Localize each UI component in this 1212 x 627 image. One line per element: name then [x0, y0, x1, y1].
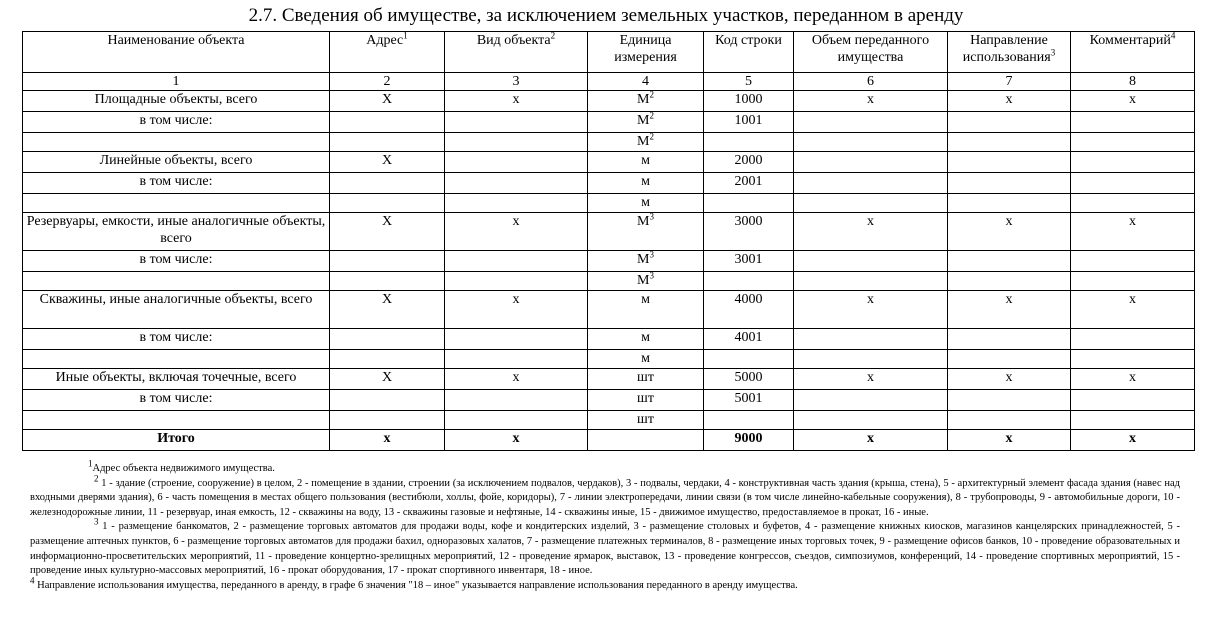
object-name-cell: Резервуары, емкости, иные аналогичные объекты, всего	[23, 213, 330, 251]
line-code-cell: 4000	[704, 291, 794, 329]
direction-cell	[948, 133, 1071, 152]
line-code-cell: 3000	[704, 213, 794, 251]
address-cell	[330, 194, 445, 213]
direction-cell	[948, 390, 1071, 411]
unit-cell: м	[588, 291, 704, 329]
address-cell	[330, 350, 445, 369]
column-number: 7	[948, 73, 1071, 91]
volume-cell	[794, 194, 948, 213]
direction-cell	[948, 112, 1071, 133]
comment-cell	[1071, 329, 1195, 350]
comment-cell	[1071, 350, 1195, 369]
column-number: 3	[445, 73, 588, 91]
comment-cell: x	[1071, 430, 1195, 451]
address-cell	[330, 411, 445, 430]
comment-cell	[1071, 390, 1195, 411]
table-row	[23, 91, 1195, 112]
table-row	[23, 291, 1195, 329]
line-code-cell: 1001	[704, 112, 794, 133]
object-name-cell: в том числе:	[23, 112, 330, 133]
object-type-cell	[445, 390, 588, 411]
table-row	[23, 390, 1195, 411]
object-type-cell	[445, 112, 588, 133]
comment-cell	[1071, 173, 1195, 194]
header-cell: Вид объекта$^2$	[445, 32, 588, 73]
object-name-cell	[23, 411, 330, 430]
table-row	[23, 272, 1195, 291]
table-row	[23, 173, 1195, 194]
unit-cell: шт	[588, 369, 704, 390]
address-cell: X	[330, 91, 445, 112]
column-number: 2	[330, 73, 445, 91]
header-cell: Единица измерения	[588, 32, 704, 73]
property-table	[22, 31, 1195, 451]
object-name-cell: Итого	[23, 430, 330, 451]
volume-cell	[794, 390, 948, 411]
comment-cell	[1071, 272, 1195, 291]
column-number: 1	[23, 73, 330, 91]
table-row	[23, 430, 1195, 451]
direction-cell: x	[948, 213, 1071, 251]
object-type-cell: x	[445, 91, 588, 112]
comment-cell	[1071, 251, 1195, 272]
comment-cell: x	[1071, 91, 1195, 112]
object-name-cell: Линейные объекты, всего	[23, 152, 330, 173]
line-code-cell: 9000	[704, 430, 794, 451]
unit-cell: $М^3$	[588, 213, 704, 251]
volume-cell	[794, 251, 948, 272]
table-row	[23, 350, 1195, 369]
comment-cell	[1071, 152, 1195, 173]
table-row	[23, 251, 1195, 272]
footnote: $^2$ 1 - здание (строение, сооружение) в целом, 2 - помещение в здании, строении (за исключением подвалов, чердаков), 3 - подвалы, чердаки, 4 - конструктивная часть здания (крыша, стена), 5 - архитектурный элемент фасада здания (навес над входными дверями здания), 6 - часть помещения в местах общего пользования (вестибюли, холлы, фойе, коридоры), 7 - линии электропередачи, линии связи (в том числе линейно-кабельные сооружения), 8 - трубопроводы, 9 - автомобильные дороги, 10 - железнодорожные линии, 11 - резервуар, иная емкость, 12 - скважины на воду, 13 - скважины газовые и нефтяные, 14 - скважины иные, 15 - движимое имущество, предоставляемое в прокат, 16 - иные.	[30, 473, 1181, 518]
address-cell	[330, 173, 445, 194]
volume-cell	[794, 350, 948, 369]
object-type-cell: x	[445, 430, 588, 451]
volume-cell: x	[794, 213, 948, 251]
footnote: $^4$ Направление использования имущества, переданного в аренду, в графе 6 значения "18 – иное" указывается направление использования переданного в аренду имущества.	[30, 575, 798, 591]
unit-cell: $М^3$	[588, 251, 704, 272]
comment-cell	[1071, 411, 1195, 430]
comment-cell: x	[1071, 213, 1195, 251]
comment-cell: x	[1071, 291, 1195, 329]
table-row	[23, 152, 1195, 173]
address-cell: X	[330, 369, 445, 390]
table-row	[23, 133, 1195, 152]
object-name-cell	[23, 350, 330, 369]
address-cell	[330, 390, 445, 411]
object-name-cell: Скважины, иные аналогичные объекты, всего	[23, 291, 330, 329]
object-type-cell: x	[445, 213, 588, 251]
unit-cell: шт	[588, 390, 704, 411]
volume-cell: x	[794, 291, 948, 329]
address-cell	[330, 272, 445, 291]
column-number-row	[23, 73, 1195, 91]
unit-cell: $М^2$	[588, 133, 704, 152]
object-type-cell	[445, 251, 588, 272]
line-code-cell	[704, 133, 794, 152]
object-type-cell	[445, 350, 588, 369]
address-cell	[330, 133, 445, 152]
object-type-cell	[445, 173, 588, 194]
object-type-cell: x	[445, 369, 588, 390]
page-title: 2.7. Сведения об имуществе, за исключением земельных участков, переданном в аренду	[248, 5, 964, 26]
direction-cell	[948, 329, 1071, 350]
header-cell: Адрес$^1$	[330, 32, 445, 73]
comment-cell	[1071, 194, 1195, 213]
unit-cell: м	[588, 350, 704, 369]
unit-cell: м	[588, 329, 704, 350]
table-row	[23, 369, 1195, 390]
header-cell: Направление использования$^3$	[948, 32, 1071, 73]
header-cell: Объем переданного имущества	[794, 32, 948, 73]
table-row	[23, 329, 1195, 350]
unit-cell: $М^2$	[588, 91, 704, 112]
line-code-cell	[704, 411, 794, 430]
table-row	[23, 213, 1195, 251]
table-row	[23, 112, 1195, 133]
object-name-cell: в том числе:	[23, 251, 330, 272]
direction-cell	[948, 350, 1071, 369]
object-type-cell	[445, 329, 588, 350]
object-name-cell: Площадные объекты, всего	[23, 91, 330, 112]
volume-cell: x	[794, 369, 948, 390]
column-number: 5	[704, 73, 794, 91]
column-number: 4	[588, 73, 704, 91]
line-code-cell	[704, 194, 794, 213]
comment-cell	[1071, 112, 1195, 133]
table-row	[23, 411, 1195, 430]
address-cell: X	[330, 152, 445, 173]
line-code-cell: 1000	[704, 91, 794, 112]
header-row	[23, 32, 1195, 73]
direction-cell: x	[948, 91, 1071, 112]
object-name-cell	[23, 133, 330, 152]
object-name-cell: Иные объекты, включая точечные, всего	[23, 369, 330, 390]
line-code-cell: 5000	[704, 369, 794, 390]
volume-cell	[794, 112, 948, 133]
address-cell	[330, 329, 445, 350]
header-cell: Наименование объекта	[23, 32, 330, 73]
footnote: $^1$Адрес объекта недвижимого имущества.	[88, 458, 275, 474]
direction-cell	[948, 173, 1071, 194]
object-name-cell: в том числе:	[23, 390, 330, 411]
unit-cell: м	[588, 194, 704, 213]
direction-cell	[948, 411, 1071, 430]
direction-cell: x	[948, 291, 1071, 329]
object-type-cell	[445, 411, 588, 430]
column-number: 8	[1071, 73, 1195, 91]
object-type-cell	[445, 133, 588, 152]
volume-cell	[794, 173, 948, 194]
object-type-cell	[445, 194, 588, 213]
volume-cell	[794, 133, 948, 152]
volume-cell	[794, 152, 948, 173]
line-code-cell: 5001	[704, 390, 794, 411]
volume-cell	[794, 272, 948, 291]
unit-cell: $М^3$	[588, 272, 704, 291]
address-cell: X	[330, 291, 445, 329]
header-cell: Код строки	[704, 32, 794, 73]
line-code-cell: 2000	[704, 152, 794, 173]
object-name-cell: в том числе:	[23, 173, 330, 194]
direction-cell	[948, 194, 1071, 213]
unit-cell: м	[588, 152, 704, 173]
direction-cell: x	[948, 430, 1071, 451]
table-row	[23, 194, 1195, 213]
object-name-cell	[23, 194, 330, 213]
footnote: $^3$ 1 - размещение банкоматов, 2 - размещение торговых автоматов для продажи воды, кофе и кондитерских изделий, 3 - размещение столовых и буфетов, 4 - размещение книжных киосков, магазинов канцелярских принадлежностей, 5 - размещение аптечных пунктов, 6 - размещение торговых автоматов для продажи бахил, одноразовых халатов, 7 - размещение платежных терминалов, 8 - размещение иных торговых точек, 9 - размещение офисов банков, 10 - проведение образовательных и информационно-просветительских мероприятий, 11 - проведение концертно-зрелищных мероприятий, 12 - проведение ярмарок, выставок, 13 - проведение конгрессов, съездов, симпозиумов, конференций, 14 - проведение спортивных мероприятий, 15 - проведение иных культурно-массовых мероприятий, 16 - прокат оборудования, 17 - прокат спортивного инвентаря, 18 - иное.	[30, 516, 1180, 577]
unit-cell: м	[588, 173, 704, 194]
line-code-cell: 2001	[704, 173, 794, 194]
unit-cell: шт	[588, 411, 704, 430]
volume-cell: x	[794, 430, 948, 451]
line-code-cell: 3001	[704, 251, 794, 272]
object-type-cell: x	[445, 291, 588, 329]
line-code-cell	[704, 350, 794, 369]
footnotes	[30, 458, 1181, 593]
direction-cell	[948, 152, 1071, 173]
direction-cell: x	[948, 369, 1071, 390]
object-type-cell	[445, 272, 588, 291]
direction-cell	[948, 272, 1071, 291]
volume-cell	[794, 329, 948, 350]
comment-cell: x	[1071, 369, 1195, 390]
address-cell	[330, 112, 445, 133]
object-name-cell	[23, 272, 330, 291]
direction-cell	[948, 251, 1071, 272]
address-cell	[330, 251, 445, 272]
volume-cell: x	[794, 91, 948, 112]
header-cell: Комментарий$^4$	[1071, 32, 1195, 73]
object-type-cell	[445, 152, 588, 173]
column-number: 6	[794, 73, 948, 91]
volume-cell	[794, 411, 948, 430]
line-code-cell: 4001	[704, 329, 794, 350]
comment-cell	[1071, 133, 1195, 152]
object-name-cell: в том числе:	[23, 329, 330, 350]
address-cell: X	[330, 213, 445, 251]
unit-cell	[588, 430, 704, 451]
line-code-cell	[704, 272, 794, 291]
address-cell: x	[330, 430, 445, 451]
unit-cell: $М^2$	[588, 112, 704, 133]
